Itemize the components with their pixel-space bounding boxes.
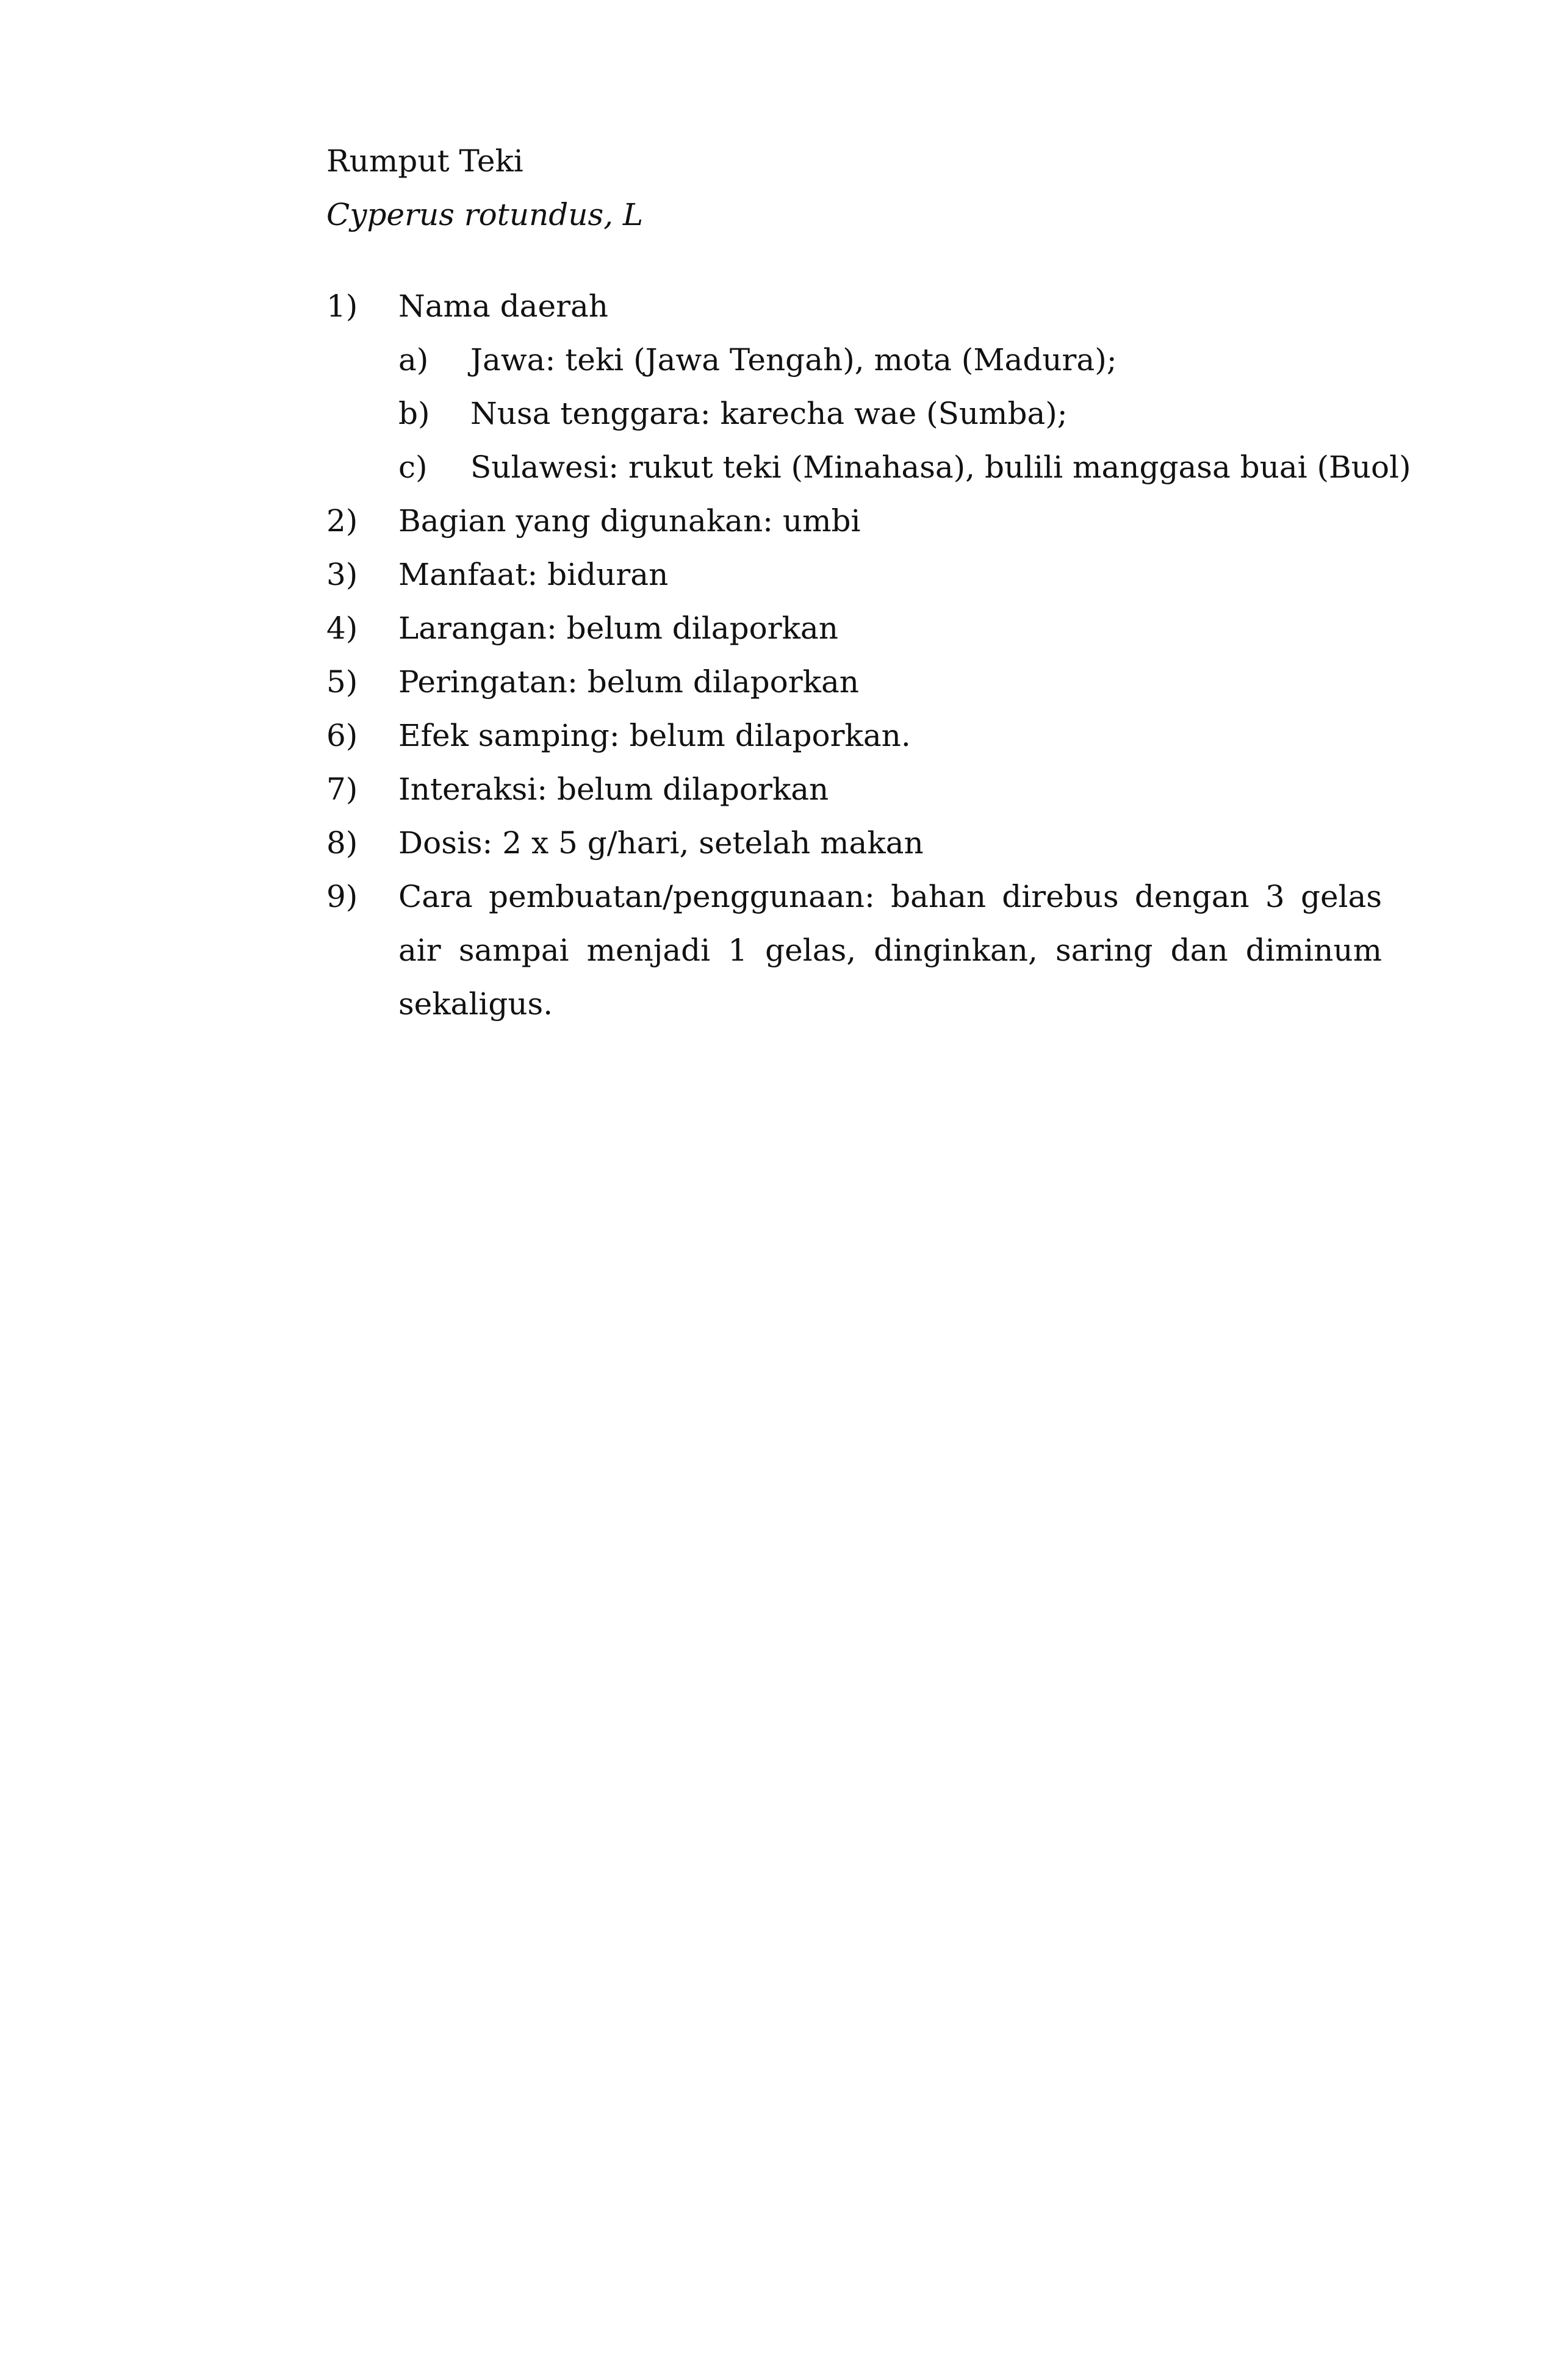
list-item-manfaat	[326, 548, 1382, 601]
list-item-interaksi	[326, 762, 1382, 816]
list-item-efek-samping	[326, 709, 1382, 762]
list-item-dosis	[326, 816, 1382, 870]
plant-title: Rumput Teki	[326, 143, 523, 179]
sub-item-text: Jawa: teki (Jawa Tengah), mota (Madura);	[470, 342, 1117, 378]
list-item-nama-daerah	[326, 279, 1411, 494]
list-item-cara-pembuatan	[326, 870, 1382, 1031]
item-number: 7)	[326, 772, 358, 807]
item-number: 6)	[326, 718, 358, 753]
sub-item-jawa	[398, 333, 1382, 387]
item-number: 4)	[326, 611, 358, 646]
item-text: Nama daerah	[398, 289, 608, 324]
item-text: Larangan: belum dilaporkan	[398, 611, 838, 646]
sub-item-sulawesi	[398, 440, 1411, 494]
item-text: Efek samping: belum dilaporkan.	[398, 718, 911, 753]
item-text: Peringatan: belum dilaporkan	[398, 664, 859, 700]
latin-name: Cyperus rotundus, L	[326, 197, 644, 232]
item-number: 8)	[326, 825, 358, 861]
list-item-bagian	[326, 494, 1382, 548]
sub-item-letter: b)	[398, 396, 430, 431]
list-item-peringatan	[326, 655, 1382, 709]
item-text: Interaksi: belum dilaporkan	[398, 772, 829, 807]
item-text: Dosis: 2 x 5 g/hari, setelah makan	[398, 825, 924, 861]
item-number: 5)	[326, 664, 358, 700]
item-text: Manfaat: biduran	[398, 557, 669, 592]
sub-item-nusa-tenggara	[398, 387, 1382, 440]
sub-item-text: Nusa tenggara: karecha wae (Sumba);	[470, 396, 1068, 431]
sub-item-letter: c)	[398, 450, 428, 485]
item-number: 3)	[326, 557, 358, 592]
info-list	[326, 279, 1411, 1031]
item-number: 2)	[326, 503, 358, 539]
sub-item-text: Sulawesi: rukut teki (Minahasa), bulili manggasa buai (Buol)	[470, 450, 1411, 485]
item-text: Cara pembuatan/penggunaan: bahan direbus dengan 3 gelas air sampai menjadi 1 gelas, dinginkan, saring dan diminum sekaligus.	[398, 879, 1382, 1022]
document-page	[326, 140, 1411, 1031]
list-item-larangan	[326, 601, 1382, 655]
item-number: 1)	[326, 289, 358, 324]
item-number: 9)	[326, 879, 358, 914]
sub-item-letter: a)	[398, 342, 429, 378]
item-text: Bagian yang digunakan: umbi	[398, 503, 861, 539]
